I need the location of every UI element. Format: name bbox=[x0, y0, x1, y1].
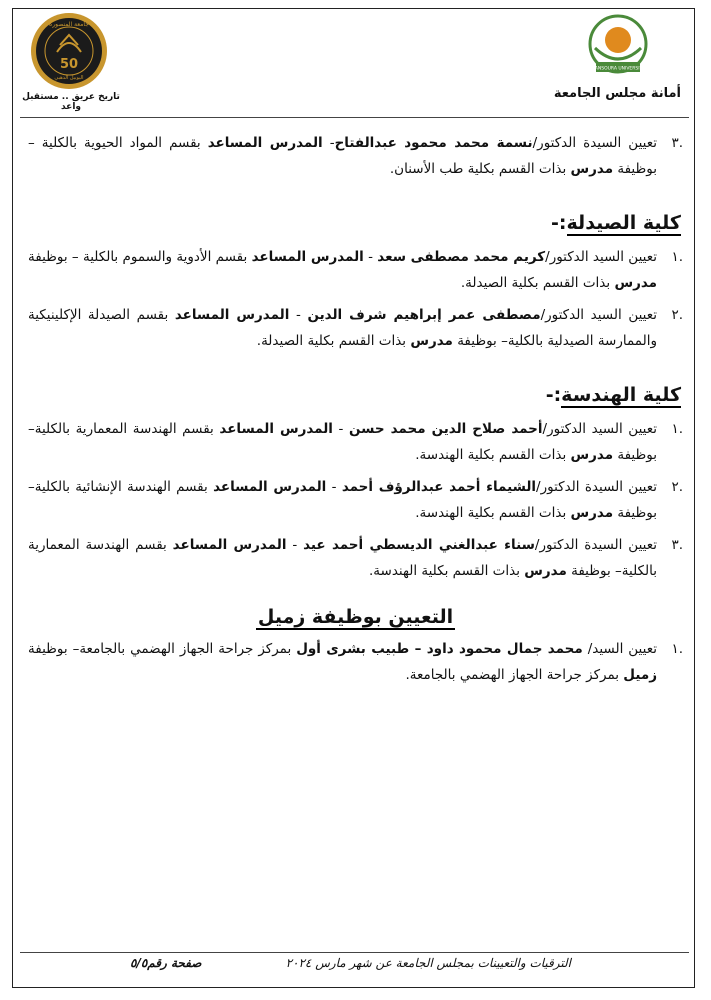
appointee-name: سناء عبدالغني الديسطي أحمد عيد bbox=[303, 537, 535, 553]
appointment-item bbox=[28, 474, 683, 526]
section-heading-pharmacy: كلية الصيدلة:- bbox=[551, 212, 681, 234]
appointment-item bbox=[28, 532, 683, 584]
council-secretariat-caption: أمانة مجلس الجامعة bbox=[553, 86, 681, 101]
appointee-name: محمد جمال محمود داود – طبيب بشرى أول bbox=[296, 641, 583, 657]
seal-top-text: جامعة المنصورة bbox=[49, 21, 89, 28]
document-body bbox=[28, 130, 683, 694]
appointment-item bbox=[28, 130, 683, 182]
appointee-name: كريم محمد مصطفى سعد bbox=[377, 249, 546, 265]
new-position: مدرس bbox=[570, 161, 614, 177]
new-position: زميل bbox=[623, 667, 657, 683]
university-emblem-logo bbox=[585, 14, 651, 80]
item-number: .١ bbox=[671, 421, 683, 437]
appointment-item bbox=[28, 244, 683, 296]
item-text: تعيين السيدة الدكتور/الشيماء أحمد عبدالرؤف أحمد - المدرس المساعد بقسم الهندسة الإنشائية بالكلية– بوظيفة مدرس بذات القسم بكلية الهندسة. bbox=[28, 479, 657, 521]
appointee-role: المدرس المساعد bbox=[213, 479, 327, 495]
left-logo-caption: تاريخ عريق .. مستقبل واعد bbox=[22, 92, 120, 112]
new-position: مدرس bbox=[614, 275, 657, 291]
jubilee-seal-logo bbox=[30, 12, 108, 90]
new-position: مدرس bbox=[570, 447, 614, 463]
section-heading-fellow: التعيين بوظيفة زميل bbox=[257, 606, 454, 628]
item-text: تعيين السيد الدكتور/أحمد صلاح الدين محمد حسن - المدرس المساعد بقسم الهندسة المعمارية بالكلية– بوظيفة مدرس بذات القسم بكلية الهندسة. bbox=[28, 421, 657, 463]
appointee-name: مصطفى عمر إبراهيم شرف الدين bbox=[307, 307, 541, 323]
new-position: مدرس bbox=[524, 563, 567, 579]
appointee-role: المدرس المساعد bbox=[207, 135, 323, 151]
appointee-role: المدرس المساعد bbox=[219, 421, 333, 437]
item-text: تعيين السيد الدكتور/مصطفى عمر إبراهيم شرف الدين - المدرس المساعد بقسم الصيدلة الإكلينيكية والممارسة الصيدلية بالكلية– بوظيفة مدرس بذات القسم بكلية الصيدلة. bbox=[28, 307, 658, 349]
emblem-text: MANSOURA UNIVERSITY bbox=[590, 66, 646, 72]
item-text: تعيين السيدة الدكتور/نسمة محمد محمود عبدالفتاح- المدرس المساعد بقسم المواد الحيوية بالكلية – بوظيفة مدرس بذات القسم بكلية طب الأسنان. bbox=[28, 135, 657, 177]
item-text: تعيين السيدة الدكتور/سناء عبدالغني الديسطي أحمد عيد - المدرس المساعد بقسم الهندسة المعمارية بالكلية– بوظيفة مدرس بذات القسم بكلية الهندسة. bbox=[28, 537, 657, 579]
seal-badge: 50 bbox=[59, 57, 79, 72]
header-divider bbox=[20, 117, 689, 118]
footer-title: الترقيات والتعيينات بمجلس الجامعة عن شهر مارس ٢٠٢٤ bbox=[285, 956, 571, 970]
appointee-name: أحمد صلاح الدين محمد حسن bbox=[349, 421, 543, 437]
appointment-item bbox=[28, 302, 683, 354]
item-text: تعيين السيد/ محمد جمال محمود داود – طبيب بشرى أول بمركز جراحة الجهاز الهضمي بالجامعة– بوظيفة زميل بمركز جراحة الجهاز الهضمي بالجامعة. bbox=[28, 641, 657, 683]
appointee-role: المدرس المساعد bbox=[172, 537, 287, 553]
item-number: .٣ bbox=[671, 537, 683, 553]
appointee-role: المدرس المساعد bbox=[174, 307, 290, 323]
new-position: مدرس bbox=[570, 505, 614, 521]
item-number: .١ bbox=[671, 249, 683, 265]
new-position: مدرس bbox=[410, 333, 453, 349]
item-number: .١ bbox=[671, 641, 683, 657]
appointee-role: المدرس المساعد bbox=[251, 249, 364, 265]
seal-sub-text: اليوبيل الذهبي bbox=[54, 75, 84, 81]
section-heading-engineering: كلية الهندسة:- bbox=[545, 384, 681, 406]
appointee-name: الشيماء أحمد عبدالرؤف أحمد bbox=[341, 479, 537, 495]
item-number: .٣ bbox=[671, 135, 683, 151]
item-number: .٢ bbox=[671, 479, 683, 495]
footer-divider bbox=[20, 952, 689, 953]
appointment-item bbox=[28, 416, 683, 468]
item-number: .٢ bbox=[671, 307, 683, 323]
appointee-name: نسمة محمد محمود عبدالفتاح bbox=[334, 135, 533, 151]
page-number: صفحة رقم٥/٥ bbox=[130, 956, 202, 970]
item-text: تعيين السيد الدكتور/كريم محمد مصطفى سعد - المدرس المساعد بقسم الأدوية والسموم بالكلية – بوظيفة مدرس بذات القسم بكلية الصيدلة. bbox=[28, 249, 657, 291]
appointment-item bbox=[28, 636, 683, 688]
